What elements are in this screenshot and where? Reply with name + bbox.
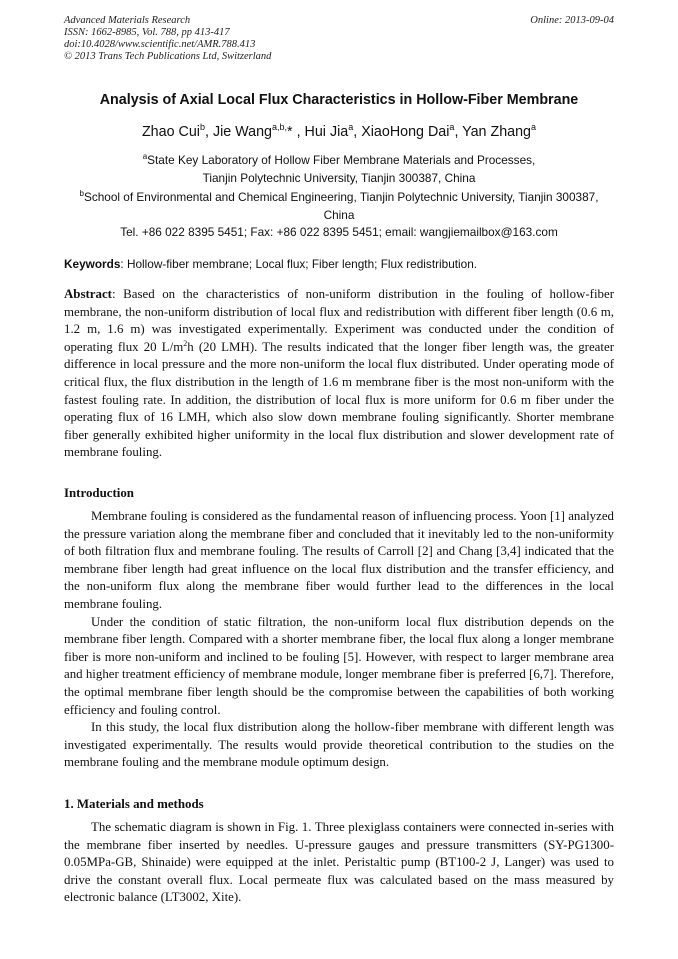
author-separator: , xyxy=(292,124,305,140)
abstract-text: : Based on the characteristics of non-uniform distribution in the fouling of hollow-fiber membrane, the non-uniform distribution of local flux and redistribution with different fiber length (0.6 m, 1.2 m, 1.6 m) was investigated experimentally. Experiment was conducted under the condition of operating flux 20 L/m xyxy=(64,287,614,354)
journal-name: Advanced Materials Research xyxy=(64,15,191,26)
introduction-body xyxy=(64,508,614,772)
affiliation-mark: a xyxy=(142,152,148,161)
abstract-text: h (20 LMH). The results indicated that the longer fiber length was, the greater difference in local pressure and the more non-uniform the local flux distributed. Under operating mode of critical flux, the flux distribution in the length of 1.6 m membrane fiber is the most non-uniform with the fastest fouling rate. In addition, the distribution of local flux is more uniform for 0.6 m fiber under the operating flux of 16 LMH, which also slow down membrane fouling significantly. Shorter membrane fiber generally exhibited higher uniformity in the local flux distribution and slower development rate of membrane fouling. xyxy=(64,339,614,460)
author-name: Jie Wang xyxy=(212,124,273,140)
abstract xyxy=(64,286,614,462)
online-date: Online: 2013-09-04 xyxy=(530,15,614,26)
author-name: Yan Zhang xyxy=(462,124,532,140)
journal-header xyxy=(64,15,271,63)
author-separator: , xyxy=(454,124,463,140)
affiliation-line: China xyxy=(323,208,355,222)
author-affiliation-mark: b xyxy=(199,122,205,132)
keywords-label: Keywords xyxy=(64,257,121,271)
corresponding-author-mark: * xyxy=(287,124,293,140)
abstract-label: Abstract xyxy=(64,287,112,301)
affiliation-line: School of Environmental and Chemical Engineering, Tianjin Polytechnic University, Tianjin 300387, xyxy=(83,190,599,204)
affiliation-mark: b xyxy=(79,189,84,198)
section-body xyxy=(64,819,614,907)
affiliation-line: State Key Laboratory of Hollow Fiber Membrane Materials and Processes, xyxy=(147,153,536,167)
author-separator: , xyxy=(204,124,213,140)
keywords-text: : Hollow-fiber membrane; Local flux; Fiber length; Flux redistribution. xyxy=(120,257,478,271)
author-affiliation-mark: a xyxy=(531,122,537,132)
affiliation-a xyxy=(64,151,614,187)
paper-title: Analysis of Axial Local Flux Characteristics in Hollow-Fiber Membrane xyxy=(99,92,579,108)
author-name: Hui Jia xyxy=(304,124,349,140)
keywords xyxy=(64,257,614,271)
contact-line: Tel. +86 022 8395 5451; Fax: +86 022 8395 5451; email: wangjiemailbox@163.com xyxy=(120,225,558,239)
author-affiliation-mark: a xyxy=(449,122,455,132)
abstract-superscript: 2 xyxy=(183,338,188,348)
journal-issn: ISSN: 1662-8985, Vol. 788, pp 413-417 xyxy=(64,27,230,38)
journal-doi: doi:10.4028/www.scientific.net/AMR.788.413 xyxy=(64,39,256,50)
paragraph: Under the condition of static filtration, the non-uniform local flux distribution depends on the membrane fiber length. Compared with a shorter membrane fiber, the local flux along a longer membrane fiber is more non-uniform and inclined to be fouling [5]. However, with respect to larger membrane area and higher treatment efficiency of membrane module, longer membrane fiber is preferred [6,7]. Therefore, the optimal membrane fiber length should be the compromise between the capabilities of both working efficiency and fouling control. xyxy=(64,614,614,717)
paragraph: Membrane fouling is considered as the fundamental reason of influencing process. Yoon [1] analyzed the pressure variation along the membrane fiber and concluded that it inevitably led to the non-uniformity of both filtration flux and membrane fouling. The results of Carroll [2] and Chang [3,4] indicated that the membrane fiber length had great influence on the local flux distribution and the transfer efficiency, and the non-uniform flux along the membrane fiber would further lead to the differences in the local membrane fouling. xyxy=(64,509,614,611)
author-separator: , xyxy=(353,124,362,140)
introduction-heading: Introduction xyxy=(64,486,134,500)
journal-copyright: © 2013 Trans Tech Publications Ltd, Switzerland xyxy=(64,51,272,62)
author-name: XiaoHong Dai xyxy=(361,124,450,140)
section-heading: 1. Materials and methods xyxy=(64,797,204,811)
paragraph: The schematic diagram is shown in Fig. 1. Three plexiglass containers were connected in-series with the membrane fiber inserted by needles. U-pressure gauges and pressure transmitters (SY-PG1300-0.05MPa-GB, Shinaide) were equipped at the inlet. Peristaltic pump (BT100-2 J, Langer) was used to drive the constant overall flux. Local permeate flux was calculated based on the mass measured by electronic balance (LT3002, Xite). xyxy=(64,820,614,905)
affiliation-b xyxy=(62,188,616,224)
author-affiliation-mark: a,b, xyxy=(272,122,288,132)
author-name: Zhao Cui xyxy=(141,124,200,140)
author-affiliation-mark: a xyxy=(348,122,354,132)
author-list xyxy=(40,124,638,140)
affiliation-line: Tianjin Polytechnic University, Tianjin 300387, China xyxy=(202,171,476,185)
paragraph: In this study, the local flux distribution along the hollow-fiber membrane with different length was investigated experimentally. The results would provide theoretical contribution to the studies on the membrane fouling and the membrane module optimum design. xyxy=(64,720,614,770)
